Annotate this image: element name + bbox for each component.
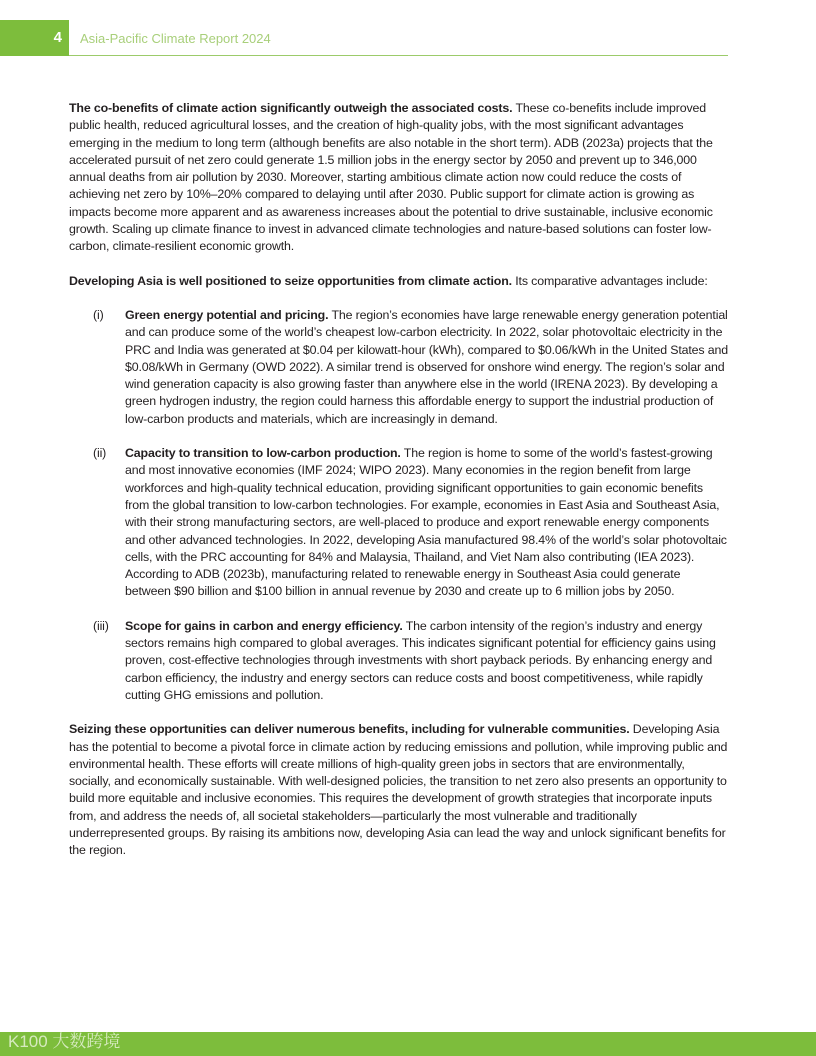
watermark-logo: K100 大数跨境 <box>8 1032 121 1051</box>
paragraph-lead: Seizing these opportunities can deliver numerous benefits, including for vulnerable communities. <box>69 722 630 737</box>
paragraph-closing <box>69 721 729 859</box>
list-number: (ii) <box>93 446 107 461</box>
paragraph-lead: The co-benefits of climate action significantly outweigh the associated costs. <box>69 101 513 115</box>
paragraph-cobenefits <box>69 100 729 256</box>
list-lead: Green energy potential and pricing. <box>125 307 329 322</box>
paragraph-opportunities <box>69 273 729 290</box>
running-title: Asia-Pacific Climate Report 2024 <box>80 31 271 46</box>
list-lead: Scope for gains in carbon and energy efficiency. <box>125 618 403 633</box>
paragraph-text: Developing Asia has the potential to become a pivotal force in climate action by reducing emissions and pollution, while improving public and environmental health. These efforts will create millions of high-quality green jobs in sectors that are environmentally, socially, and economically sustainable. With well-designed policies, the transition to net zero also presents an opportunity to build more equitable and inclusive economies. This requires the development of growth strategies that incorporate inputs from, and address the needs of, all societal stakeholders—particularly the most vulnerable and traditionally underrepresented groups. By raising its ambitions now, developing Asia can lead the way and unlock significant benefits for the region. <box>69 722 728 858</box>
list-number: (i) <box>93 307 104 322</box>
paragraph-lead: Developing Asia is well positioned to seize opportunities from climate action. <box>69 273 512 288</box>
list-number: (iii) <box>93 618 109 633</box>
list-lead: Capacity to transition to low-carbon production. <box>125 446 401 461</box>
list-item <box>69 307 729 428</box>
page-number: 4 <box>53 29 62 46</box>
list-text: The region’s economies have large renewable energy generation potential and can produce some of the world’s cheapest low-carbon electricity. In 2022, solar photovoltaic electricity in the PRC and India was generated at $0.04 per kilowatt-hour (kWh), compared to $0.06/kWh in the United States and $0.08/kWh in Germany (OWD 2022). A similar trend is observed for onshore wind energy. The region’s solar and wind generation capacity is also growing faster than anywhere else in the world (IRENA 2023). By developing a green hydrogen industry, the region could harness this affordable energy to support the industrial production of low-carbon products and materials, which are increasingly in demand. <box>125 307 728 426</box>
main-text <box>69 100 729 877</box>
footer-bar <box>0 1032 816 1056</box>
header-rule <box>69 55 728 56</box>
list-item <box>69 618 729 704</box>
list-text: The carbon intensity of the region’s industry and energy sectors remains high compared to global averages. This indicates significant potential for efficiency gains using proven, cost-effective technologies through investments with short payback periods. By enhancing energy and carbon efficiency, the industry and energy sectors can reduce costs and boost competitiveness, while rapidly cutting GHG emissions and pollution. <box>125 618 716 702</box>
list-item <box>69 445 729 601</box>
paragraph-text: These co-benefits include improved public health, reduced agricultural losses, and the creation of high-quality jobs, with the most significant advantages emerging in the medium to long term (although benefits are also notable in the short term). ADB (2023a) projects that the accelerated pursuit of net zero could generate 1.5 million jobs in the energy sector by 2050 and prevent up to 346,000 annual deaths from air pollution by 2030. Moreover, starting ambitious climate action now could reduce the costs of achieving net zero by 10%–20% compared to delaying until after 2030. Public support for climate action is growing as impacts become more apparent and as awareness increases about the potential to drive sustainable, inclusive economic growth. Scaling up climate finance to invest in advanced climate technologies and nature-based solutions can foster low-carbon, climate-resilient economic growth. <box>69 101 713 254</box>
paragraph-text: Its comparative advantages include: <box>511 273 708 288</box>
list-text: The region is home to some of the world’s fastest-growing and most innovative economies (IMF 2024; WIPO 2023). Many economies in the region benefit from large workforces and high-quality technical education, providing significant opportunities to gain economic benefits from the global transition to low-carbon technologies. For example, economies in East Asia and Southeast Asia, with their strong manufacturing sectors, are well-placed to produce and export renewable energy components and other advanced technologies. In 2022, developing Asia manufactured 98.4% of the world’s solar photovoltaic cells, with the PRC accounting for 84% and Malaysia, Thailand, and Viet Nam also contributing (IEA 2023). According to ADB (2023b), manufacturing related to renewable energy in Southeast Asia could generate between $90 billion and $100 billion in annual revenue by 2030 and create up to 6 million jobs by 2050. <box>125 446 727 599</box>
